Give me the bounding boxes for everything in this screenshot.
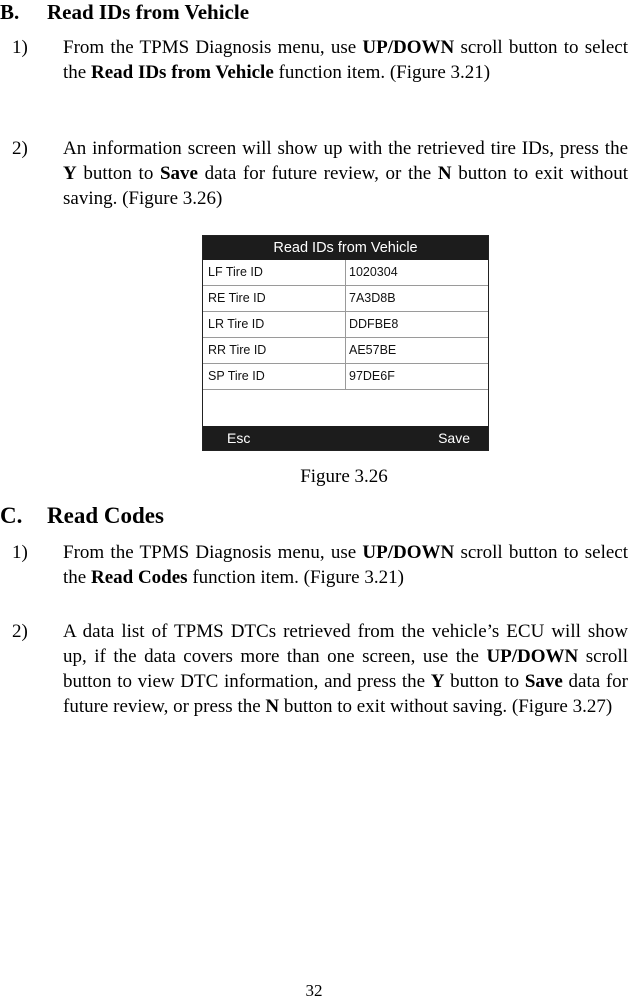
tire-id-row: [203, 338, 488, 364]
section-c-step-2: [0, 619, 628, 719]
tire-id-label: LF Tire ID: [203, 260, 346, 286]
step-number: 1): [12, 37, 28, 58]
step-number: 1): [12, 542, 28, 563]
step-number: 2): [12, 138, 28, 159]
tire-id-row: [203, 312, 488, 338]
save-button[interactable]: Save: [438, 430, 470, 446]
tire-id-row: [203, 260, 488, 286]
device-screen-title: Read IDs from Vehicle: [203, 236, 488, 260]
tire-id-label: RE Tire ID: [203, 286, 346, 312]
tire-id-row: [203, 286, 488, 312]
tire-id-value: 7A3D8B: [346, 286, 489, 312]
step-text: From the TPMS Diagnosis menu, use UP/DOWN scroll button to select the Read IDs from Vehicle function item. (Figure 3.21): [63, 37, 628, 83]
section-c-title: Read Codes: [47, 503, 164, 528]
tire-id-value: AE57BE: [346, 338, 489, 364]
section-c-heading: [0, 504, 164, 528]
device-footer-bar: [203, 426, 488, 450]
tire-id-label: LR Tire ID: [203, 312, 346, 338]
section-b-letter: B.: [0, 0, 20, 24]
tire-id-value: DDFBE8: [346, 312, 489, 338]
tire-id-label: SP Tire ID: [203, 364, 346, 390]
tire-id-value: 1020304: [346, 260, 489, 286]
section-b-step-1: [0, 35, 628, 85]
section-c-step-1: [0, 540, 628, 590]
esc-button[interactable]: Esc: [227, 430, 251, 446]
section-b-title: Read IDs from Vehicle: [47, 0, 250, 24]
section-c-letter: C.: [0, 503, 23, 528]
device-screen-figure: [202, 235, 489, 451]
step-number: 2): [12, 621, 28, 642]
step-text: A data list of TPMS DTCs retrieved from the vehicle’s ECU will show up, if the data covers more than one screen, use the UP/DOWN scroll button to view DTC information, and press the Y button to Save data for future review, or press the N button to exit without saving. (Figure 3.27): [63, 621, 628, 717]
page-number: 32: [305, 981, 323, 1000]
tire-id-label: RR Tire ID: [203, 338, 346, 364]
tire-id-row: [203, 364, 488, 390]
figure-caption: Figure 3.26: [300, 466, 388, 487]
tire-id-table: [203, 260, 488, 390]
section-b-heading: [0, 0, 249, 24]
step-text: From the TPMS Diagnosis menu, use UP/DOWN scroll button to select the Read Codes function item. (Figure 3.21): [63, 542, 628, 588]
section-b-step-2: [0, 136, 628, 211]
step-text: An information screen will show up with the retrieved tire IDs, press the Y button to Save data for future review, or the N button to exit without saving. (Figure 3.26): [63, 138, 628, 209]
tire-id-value: 97DE6F: [346, 364, 489, 390]
